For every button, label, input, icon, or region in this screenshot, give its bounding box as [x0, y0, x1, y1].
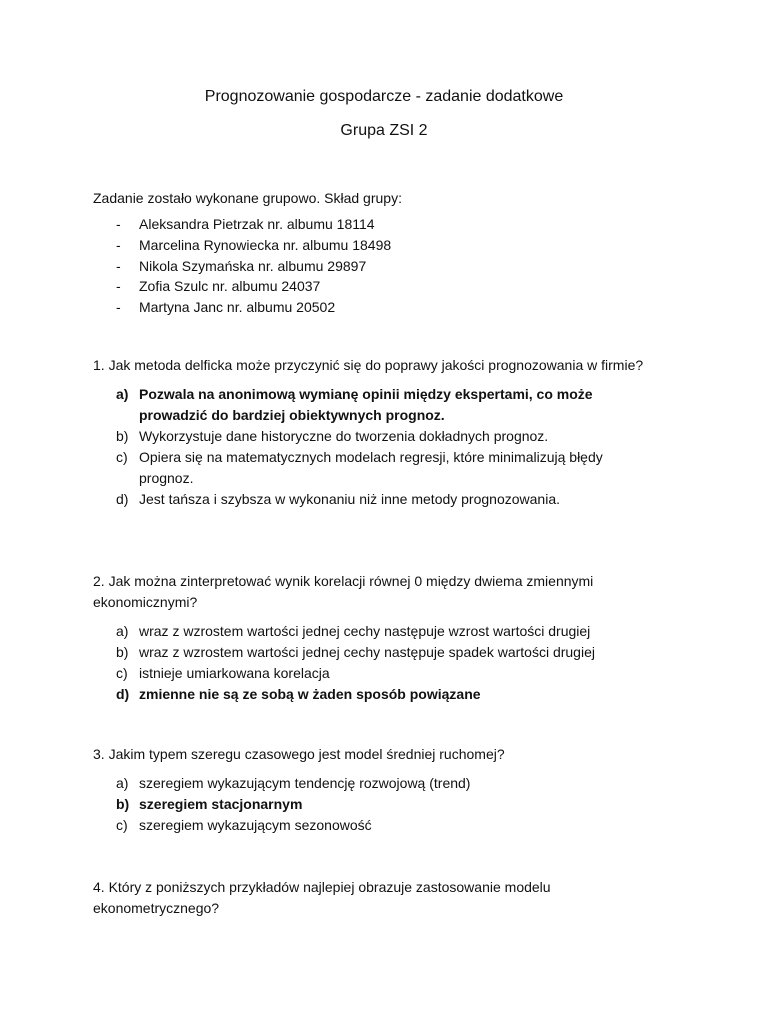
answer-letter: b): [116, 796, 130, 812]
list-bullet: -: [116, 216, 121, 232]
member-text: Aleksandra Pietrzak nr. albumu 18114: [139, 216, 375, 232]
question-3: [93, 744, 653, 836]
intro-section: [93, 190, 693, 318]
member-item: [93, 214, 693, 235]
answer-text: Jest tańsza i szybsza w wykonaniu niż inne metody prognozowania.: [139, 491, 560, 507]
member-item: [93, 235, 693, 256]
answer-option: [93, 815, 653, 836]
list-bullet: -: [116, 278, 121, 295]
list-bullet: -: [116, 299, 121, 316]
answer-option: [93, 447, 653, 489]
answer-list: [93, 621, 653, 705]
question-text: 4. Który z poniższych przykładów najlepiej obrazuje zastosowanie modelu ekonometrycznego?: [93, 879, 551, 916]
answer-text: zmienne nie są ze sobą w żaden sposób powiązane: [139, 686, 481, 702]
member-item: [93, 256, 693, 277]
answer-letter: b): [116, 644, 129, 660]
document-title: Prognozowanie gospodarcze - zadanie dodatkowe: [204, 88, 564, 105]
answer-letter: c): [116, 665, 128, 681]
group-name: Grupa ZSI 2: [340, 122, 428, 139]
question-2: [93, 571, 653, 705]
member-text: Zofia Szulc nr. albumu 24037: [139, 278, 321, 295]
question-text: 1. Jak metoda delficka może przyczynić się do poprawy jakości prognozowania w firmie?: [93, 357, 644, 373]
answer-text: istnieje umiarkowana korelacja: [139, 665, 330, 681]
answer-letter: a): [116, 386, 129, 402]
list-bullet: -: [116, 257, 121, 274]
question-text: 2. Jak można zinterpretować wynik korelacji równej 0 między dwiema zmiennymi ekonomicznymi?: [93, 573, 594, 610]
answer-letter: a): [116, 775, 129, 791]
member-text: Marcelina Rynowiecka nr. albumu 18498: [139, 236, 392, 253]
member-list: [93, 214, 693, 318]
intro-text: Zadanie zostało wykonane grupowo. Skład grupy:: [93, 190, 402, 206]
answer-text: wraz z wzrostem wartości jednej cechy następuje wzrost wartości drugiej: [139, 623, 591, 639]
answer-letter: b): [116, 428, 129, 444]
answer-text: Pozwala na anonimową wymianę opinii między ekspertami, co może prowadzić do bardziej obiektywnych prognoz.: [139, 386, 593, 423]
answer-letter: d): [116, 491, 129, 507]
answer-option: [93, 621, 653, 642]
answer-option: [93, 426, 653, 447]
list-bullet: -: [116, 236, 121, 253]
answer-list: [93, 384, 653, 510]
answer-letter: c): [116, 449, 128, 465]
question-4: [93, 877, 653, 919]
answer-option: [93, 773, 653, 794]
question-text: 3. Jakim typem szeregu czasowego jest model średniej ruchomej?: [93, 746, 505, 762]
answer-text: szeregiem wykazującym tendencję rozwojową (trend): [139, 775, 471, 791]
answer-option: [93, 663, 653, 684]
answer-option: [93, 794, 653, 815]
member-text: Nikola Szymańska nr. albumu 29897: [139, 257, 367, 274]
answer-text: szeregiem wykazującym sezonowość: [139, 817, 372, 833]
answer-text: Wykorzystuje dane historyczne do tworzenia dokładnych prognoz.: [139, 428, 549, 444]
answer-option: [93, 489, 653, 510]
member-item: [93, 276, 693, 297]
answer-option: [93, 384, 653, 426]
member-text: Martyna Janc nr. albumu 20502: [139, 299, 336, 316]
answer-list: [93, 773, 653, 836]
answer-text: szeregiem stacjonarnym: [139, 796, 303, 812]
question-1: [93, 355, 653, 510]
answer-option: [93, 642, 653, 663]
answer-text: wraz z wzrostem wartości jednej cechy następuje spadek wartości drugiej: [139, 644, 595, 660]
answer-letter: a): [116, 623, 129, 639]
answer-letter: c): [116, 817, 128, 833]
member-item: [93, 297, 693, 318]
answer-text: Opiera się na matematycznych modelach regresji, które minimalizują błędy prognoz.: [139, 449, 603, 486]
answer-option: [93, 684, 653, 705]
answer-letter: d): [116, 686, 130, 702]
